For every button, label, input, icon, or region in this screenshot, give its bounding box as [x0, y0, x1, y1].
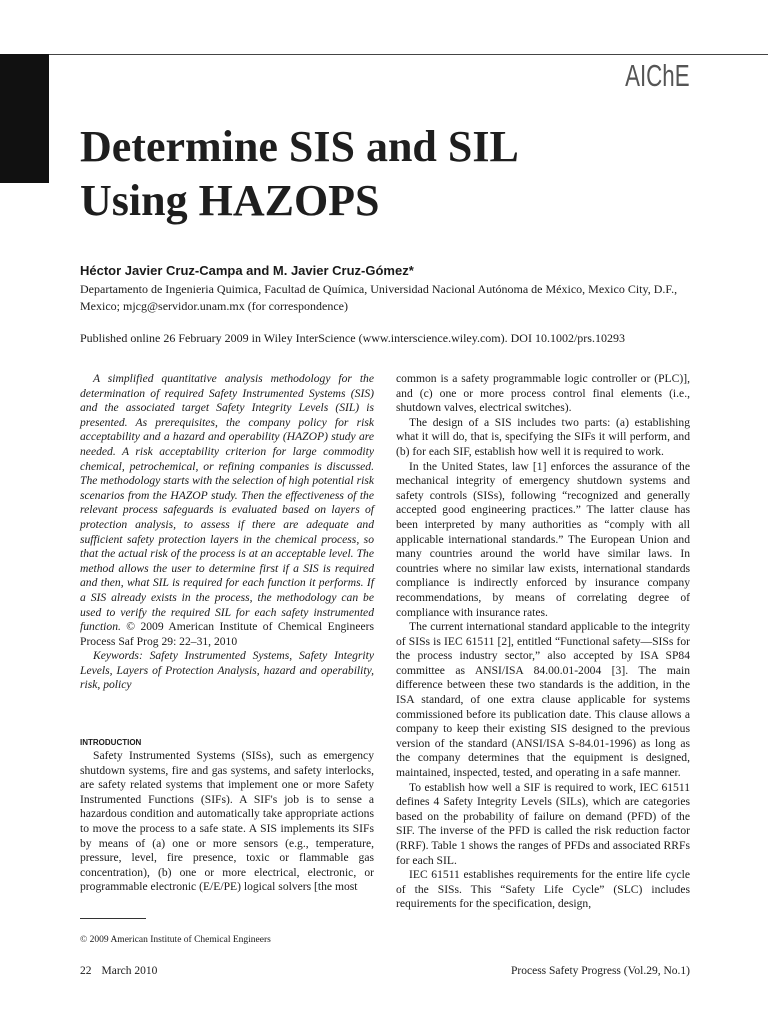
right-column [396, 372, 690, 912]
page-number: 22 [80, 965, 92, 977]
abstract-text: A simplified quantitative analysis methodology for the determination of required Safety Instrumented Systems (SIS) and the associated target Safety Integrity Levels (SIL) is presented. As prerequisites, the company policy for risk acceptability and a hazard and operability (HAZOP) study are needed. A risk acceptability criterion for large commodity chemical, petrochemical, or refining companies is discussed. The methodology starts with the selection of high potential risk scenarios from the HAZOP study. Then the effectiveness of the relevant process safeguards is evaluated based on layers of protection analysis, to assess if there are adequate and sufficient safety protection layers in the chemical process, so that the actual risk of the process is at an acceptable level. The method allows the user to determine first if a SIS is required and then, what SIL is required for each function it performs. If a SIS already exists in the process, the methodology can be used to verify the required SIL for each safety instrumented function. [80, 372, 374, 634]
abstract-body [80, 372, 374, 649]
footnote-rule [80, 918, 146, 919]
intro-column [80, 749, 374, 895]
aiche-logo: AIChE [625, 58, 690, 93]
paragraph: IEC 61511 establishes requirements for the entire life cycle of the SISs. This “Safety Life Cycle” (SLC) includes requirements for the specification, design, [396, 868, 690, 911]
title-line-2: Using HAZOPS [80, 176, 380, 225]
page-footer-left [80, 965, 157, 977]
paragraph: In the United States, law [1] enforces the assurance of the mechanical integrity of emergency shutdown systems and safety controls (SISs), following “recognized and generally accepted good engineering practices.” The latter clause has been interpreted by many authorities as “comply with all applicable international standards.” The European Union and many countries around the world have similar laws. In countries where no similar law exists, international standards compliance is indirectly enforced by insurance company recommendations, by means of correlating degree of compliance with insurance rates. [396, 459, 690, 619]
keywords: Keywords: Safety Instrumented Systems, Safety Integrity Levels, Layers of Protection Analysis, hazard and operability, risk, policy [80, 649, 374, 692]
paragraph: The current international standard applicable to the integrity of SISs is IEC 61511 [2], entitled “Functional safety—SISs for the process industry sector,” also accepted by ISA SP84 committee as ANSI/ISA 84.00.01-2004 [3]. The main difference between these two standards is the addition, in the ISA standard, of one extra clause applicable for systems commissioned before its publication date. This clause allows a company to keep their existing SIS designed to the previous version of the standard (ANSI/ISA S-84.01-1996) as long as the company determines that the equipment is designed, maintained, inspected, tested, and operating in a safe manner. [396, 620, 690, 780]
section-heading: INTRODUCTION [80, 738, 142, 747]
abstract-copyright: © 2009 American Institute of Chemical Engineers Process Saf Prog 29: 22–31, 2010 [80, 620, 374, 648]
affiliation [80, 281, 710, 315]
affiliation-line-2: Mexico; mjcg@servidor.unam.mx (for correspondence) [80, 299, 348, 313]
paragraph: To establish how well a SIF is required to work, IEC 61511 defines 4 Safety Integrity Levels (SILs), which are categories based on the probability of failure on demand (PFD) of the SIF. The inverse of the PFD is called the risk reduction factor (RRF). Table 1 shows the ranges of PFDs and associated RRFs for each SIL. [396, 780, 690, 867]
affiliation-line-1: Departamento de Ingenieria Quimica, Facultad de Química, Universidad Nacional Autónoma de México, Mexico City, D.F., [80, 282, 678, 296]
continuation-text: common is a safety programmable logic controller or (PLC)], and (c) one or more process control final elements (i.e., shutdown valves, electrical switches). [396, 372, 690, 415]
paragraph: The design of a SIS includes two parts: (a) establishing what it will do, that is, specifying the SIFs it will perform, and (b) for each SIF, establish how well it is required to work. [396, 415, 690, 458]
title-line-1: Determine SIS and SIL [80, 122, 519, 171]
section-tab-bar [0, 54, 49, 183]
issue-date: March 2010 [101, 965, 158, 977]
author-list: Héctor Javier Cruz-Campa and M. Javier Cruz-Gómez* [80, 263, 414, 278]
header-rule [49, 54, 768, 55]
article-title [80, 120, 700, 228]
intro-paragraph: Safety Instrumented Systems (SISs), such as emergency shutdown systems, fire and gas systems, and safety interlocks, are safety related systems that implement one or more Safety Instrumented Functions (SIFs). A SIF's job is to sense a hazardous condition and automatically take appropriate actions to move the process to a safe state. A SIS implements its SIFs by means of (a) one or more sensors (e.g., temperature, pressure, level, fire presence, toxic or flammable gas concentration), (b) one or more electrical, electronic, or programmable electronic (E/E/PE) logical solvers [the most [80, 749, 374, 894]
publication-info: Published online 26 February 2009 in Wiley InterScience (www.interscience.wiley.com). DOI 10.1002/prs.10293 [80, 331, 625, 345]
journal-name: Process Safety Progress (Vol.29, No.1) [511, 965, 690, 977]
abstract [80, 372, 374, 693]
copyright-footnote: © 2009 American Institute of Chemical Engineers [80, 935, 271, 945]
